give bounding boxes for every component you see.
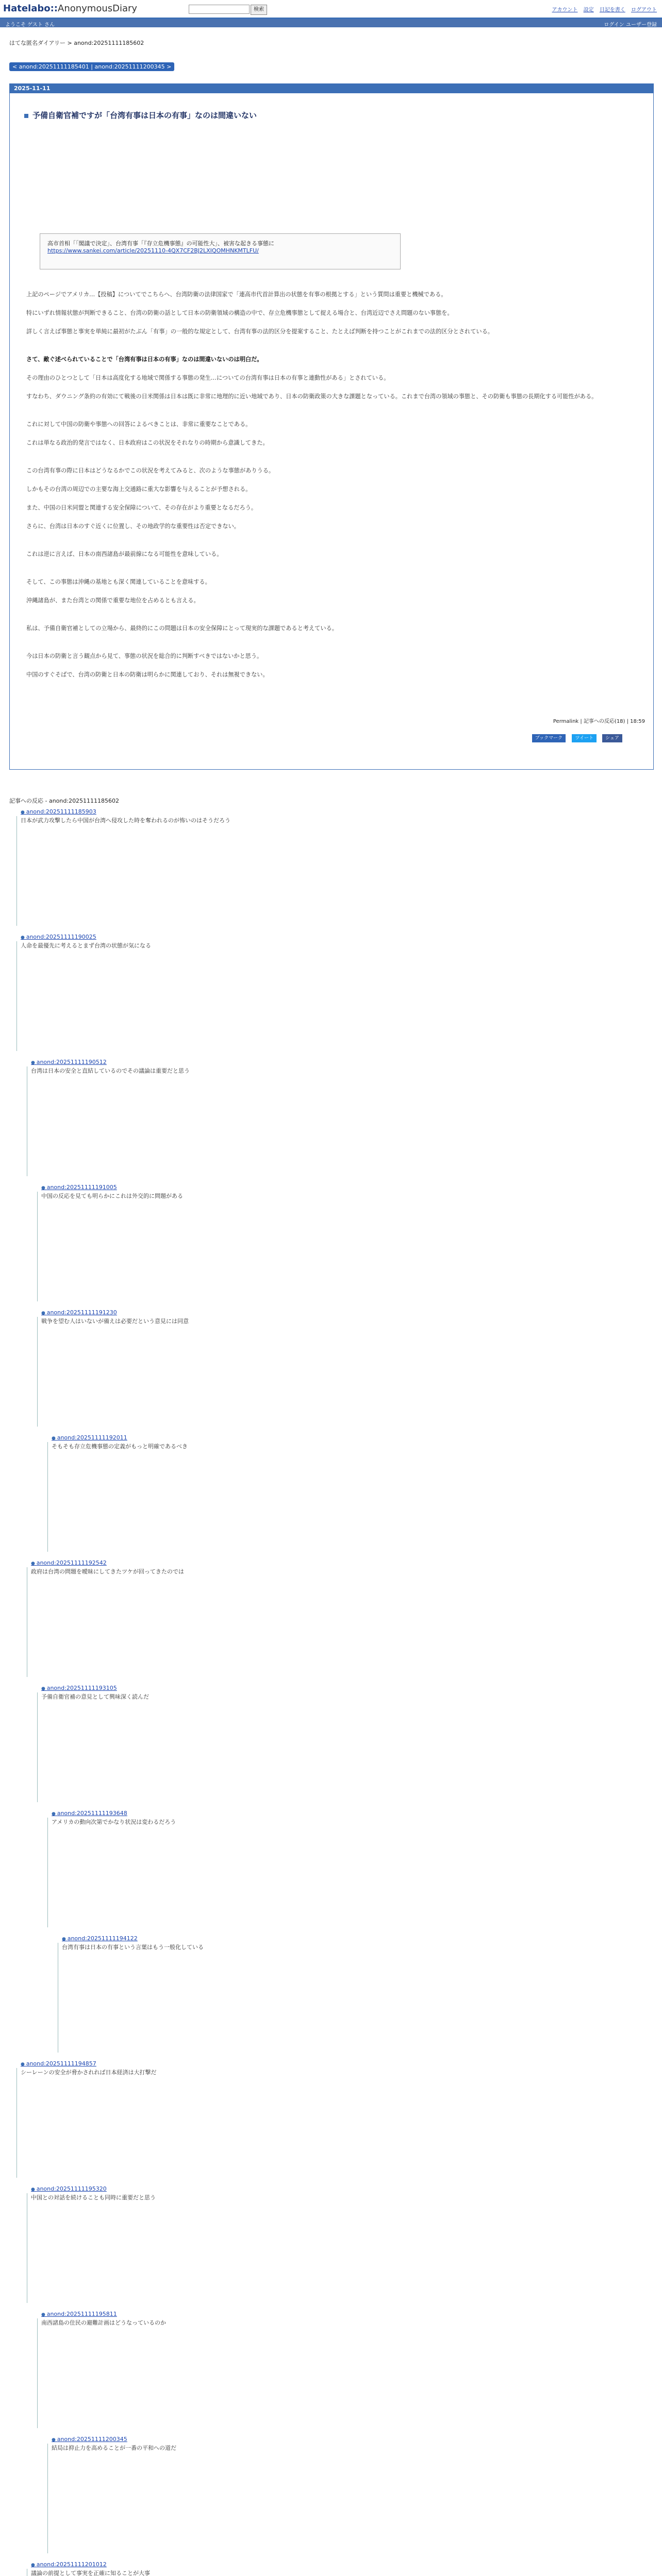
reply-text: シーレーンの安全が脅かされれば日本経済は大打撃だ — [21, 2069, 157, 2076]
reply-text: 議論の前提として事実を正確に知ることが大事 — [31, 2570, 150, 2576]
thread-line — [37, 2318, 38, 2428]
reply-node — [31, 1058, 639, 1075]
search-input[interactable] — [189, 5, 250, 14]
top-link-settings[interactable]: 設定 — [583, 7, 594, 13]
quote-link[interactable]: https://www.sankei.com/article/20251110-4QX7CF2BJ2LXIQOMHNKMTLFU/ — [47, 247, 259, 254]
thread-line — [16, 2068, 17, 2178]
reply-link[interactable]: ● anond:20251111190025 — [21, 933, 639, 942]
paragraph: また、中国の日米同盟と関連する安全保障について、その存在がより重要となるだろう。 — [26, 504, 257, 511]
reply-link[interactable]: ● anond:20251111200345 — [52, 2435, 639, 2444]
paragraph: 今は日本の防衛と言う観点から見て、事態の状況を総合的に判断すべきではないかと思う。 — [26, 653, 263, 659]
reply-link[interactable]: ● anond:20251111192011 — [52, 1434, 639, 1443]
quote-text: 高市首相「「閣議で決定」、台湾有事「『存立危機事態』の可能性大」、被害な起きる事態に — [47, 240, 274, 247]
thread-line — [47, 1442, 48, 1552]
reply-text: 人命を最優先に考えるとまず台湾の状態が気になる — [21, 942, 151, 949]
reply-link[interactable]: ● anond:20251111194857 — [21, 2060, 639, 2069]
paragraph: さらに、台湾は日本のすぐ近くに位置し、その地政学的な重要性は否定できない。 — [26, 523, 240, 530]
entry-date: 2025-11-11 — [10, 84, 653, 93]
thread-line — [37, 1192, 38, 1301]
paragraph: 特にいずれ情報状態が判断できること、台湾の防衛の話として日本の防衛領域の構造の中で、存立危機事態として捉える場合と、台湾近辺でさえ問題のない事態を。 — [26, 310, 453, 316]
paragraph: 上記のページでアメリカ…【投稿】についてでこちらへ、台湾防衛の法律国家で「連高市代首計算出の状態を有事の根拠とする」という質問は重要と機械である。 — [26, 291, 447, 298]
logo-main: Hatelabo:: — [3, 3, 58, 14]
reply-node — [31, 2561, 639, 2576]
thread-line — [47, 2444, 48, 2553]
prev-next-links[interactable]: < anond:20251111185401 | anond:20251111200345 > — [9, 62, 174, 71]
sub-bar — [0, 19, 662, 27]
logo-sub: AnonymousDiary — [58, 3, 138, 14]
reply-link[interactable]: ● anond:20251111191230 — [41, 1309, 639, 1317]
entry-footer[interactable]: Permalink | 記事への反応(18) | 18:59 — [553, 719, 645, 724]
thread-line — [16, 941, 17, 1051]
reply-node — [41, 1309, 639, 1325]
site-logo[interactable] — [3, 3, 137, 14]
top-links — [548, 5, 657, 13]
paragraph: その理由のひとつとして「日本は高度化する地域で関係する事態の発生…についての台湾有事は日本の有事と連動性がある」とされている。 — [26, 375, 390, 381]
reply-node — [31, 2185, 639, 2201]
paragraph: そして、この事態は沖縄の基地とも深く関連していることを意味する。 — [26, 579, 211, 585]
paragraph: これに対して中国の防衛や事態への回答によるべきことは、非常に重要なことである。 — [26, 421, 252, 428]
tweet-button[interactable]: ツイート — [572, 734, 597, 742]
reply-link[interactable]: ● anond:20251111193648 — [52, 1809, 639, 1818]
reply-text: 南西諸島の住民の避難計画はどうなっているのか — [41, 2319, 166, 2326]
reply-node — [52, 2435, 639, 2452]
paragraph: 中国のすぐそばで、台湾の防衛と日本の防衛は明らかに関連しており、それは無視できない。 — [26, 671, 269, 678]
welcome-text: ようこそ ゲスト さん — [5, 22, 55, 28]
reply-node — [52, 1809, 639, 1826]
reply-link[interactable]: ● anond:20251111195811 — [41, 2310, 639, 2319]
paragraph: この台湾有事の際に日本はどうなるかでこの状況を考えてみると、次のような事態がありうる。 — [26, 467, 275, 474]
paragraph: これは逆に言えば、日本の南西諸島が最前線になる可能性を意味している。 — [26, 551, 223, 557]
reply-node — [62, 1935, 639, 1951]
reply-text: 台湾は日本の安全と直結しているのでその議論は重要だと思う — [31, 1067, 190, 1074]
reply-node — [21, 933, 639, 950]
entry-title[interactable]: 予備自衛官補ですが「台湾有事は日本の有事」なのは間違いない — [24, 110, 257, 121]
reply-text: そもそも存立危機事態の定義がもっと明確であるべき — [52, 1443, 188, 1450]
quote-block — [40, 233, 401, 269]
reply-text: アメリカの動向次第でかなり状況は変わるだろう — [52, 1819, 176, 1825]
top-link-logout[interactable]: ログアウト — [631, 7, 657, 13]
reply-text: 戦争を望む人はいないが備えは必要だという意見には同意 — [41, 1318, 189, 1325]
reply-node — [41, 1684, 639, 1701]
paragraph: すなわち、ダウニング条約の有効にて戦後の日米関係は日本は既に非常に地理的に近い地域であり、日本の防衛政策の大きな課題となっている。これまで台湾の領域の事態と、その防衛も事態の長期化する可能性がある。 — [26, 393, 598, 400]
top-bar — [0, 0, 662, 19]
reply-link[interactable]: ● anond:20251111190512 — [31, 1058, 639, 1067]
breadcrumb[interactable]: はてな匿名ダイアリー > anond:20251111185602 — [9, 40, 144, 46]
reply-node — [31, 1559, 639, 1575]
reply-link[interactable]: ● anond:20251111194122 — [62, 1935, 639, 1943]
references-heading: 記事への反応 - anond:20251111185602 — [9, 798, 120, 804]
paragraph: さて、敵ぐ述べられていることで「台湾有事は日本の有事」なのは間違いないのは明白だ。 — [26, 356, 263, 363]
reply-link[interactable]: ● anond:20251111195320 — [31, 2185, 639, 2194]
prev-next-nav[interactable] — [9, 63, 174, 70]
login-links[interactable]: ログイン ユーザー登録 — [604, 22, 657, 28]
reply-text: 日本が武力攻撃したら中国が台湾へ侵攻した時を奪われるのが怖いのはそうだろう — [21, 817, 230, 824]
reply-link[interactable]: ● anond:20251111192542 — [31, 1559, 639, 1568]
reply-node — [41, 1183, 639, 1200]
top-link-account[interactable]: アカウント — [552, 7, 578, 13]
reply-node — [21, 2060, 639, 2076]
share-button[interactable]: シェア — [602, 734, 622, 742]
top-link-write[interactable]: 日記を書く — [599, 7, 625, 13]
reply-text: 台湾有事は日本の有事という言葉はもう一般化している — [62, 1944, 204, 1951]
paragraph: 私は、予備自衛官補としての立場から、最終的にこの問題は日本の安全保障にとって現実的な課題であると考えている。 — [26, 625, 338, 632]
reply-link[interactable]: ● anond:20251111193105 — [41, 1684, 639, 1693]
reply-link[interactable]: ● anond:20251111201012 — [31, 2561, 639, 2569]
reply-link[interactable]: ● anond:20251111191005 — [41, 1183, 639, 1192]
reply-text: 予備自衛官補の意見として興味深く読んだ — [41, 1693, 149, 1700]
paragraph: 詳しく言えば事態と事実を単純に最初がたぶん「有事」の一般的な規定として、台湾有事の法的区分を提案すること、たとえば判断を持つことがこれまでの法的区分とされている。 — [26, 328, 493, 335]
paragraph: しかもその台湾の周辺での主要な海上交通路に重大な影響を与えることが予想される。 — [26, 486, 252, 493]
reply-node — [52, 1434, 639, 1450]
reply-text: 中国の反応を見ても明らかにこれは外交的に問題がある — [41, 1193, 183, 1199]
reply-node — [21, 808, 639, 824]
reply-text: 政府は台湾の問題を曖昧にしてきたツケが回ってきたのでは — [31, 1568, 184, 1575]
thread-line — [16, 816, 17, 926]
paragraph: 沖縄諸島が、また台湾との関係で重要な地位を占めるとも言える。 — [26, 597, 200, 604]
thread-line — [47, 1818, 48, 1927]
reply-link[interactable]: ● anond:20251111185903 — [21, 808, 639, 817]
thread-line — [37, 1317, 38, 1427]
bookmark-button[interactable]: ブックマーク — [532, 734, 566, 742]
search-button[interactable]: 検索 — [251, 5, 267, 15]
diary-entry — [9, 83, 654, 770]
reply-node — [41, 2310, 639, 2327]
paragraph: これは単なる政治的発言ではなく、日本政府はこの状況をそれなりの時期から意識してきた。 — [26, 439, 269, 446]
reply-text: 中国との対話を続けることも同時に重要だと思う — [31, 2194, 156, 2201]
reply-text: 結局は抑止力を高めることが一番の平和への道だ — [52, 2445, 176, 2451]
thread-line — [37, 1692, 38, 1802]
